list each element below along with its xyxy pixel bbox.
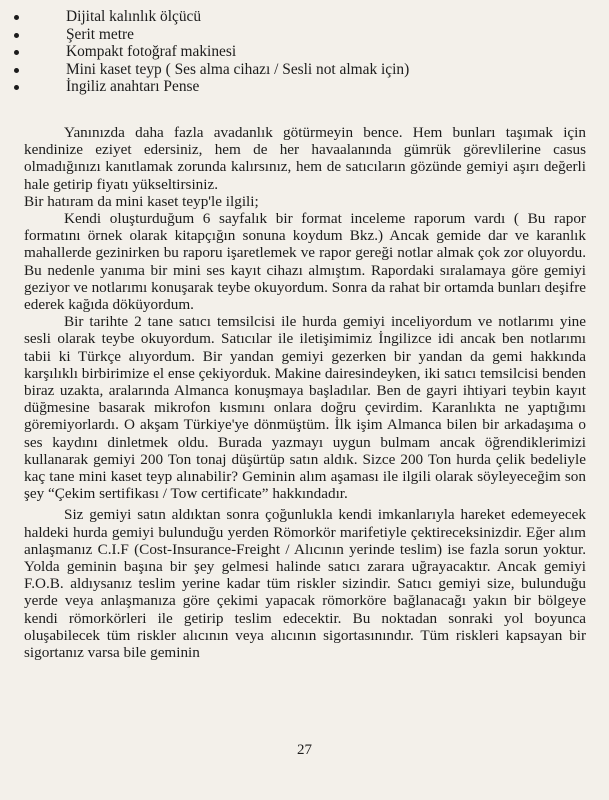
list-item-text: Mini kaset teyp ( Ses alma cihazı / Sesli not almak için) <box>66 60 410 78</box>
list-item-text: Şerit metre <box>66 25 134 43</box>
page-number: 27 <box>297 742 312 758</box>
list-item <box>0 78 609 96</box>
paragraph-satici-temsilcisi: Bir tarihte 2 tane satıcı temsilcisi ile hurda gemiyi inceliyordum ve notlarımı yine sesli olarak teybe okuyordum. Satıcılar ile iletişimimiz İngilizce idi ancak ben notlarımı tabii ki Türkçe alıyordum. Bir yandan gemiyi gezerken bir yandan da gemi hakkında karşılıklı birbirimize el ense çekiyorduk. Makine dairesindeyken, iki satıcı temsilcisi benden biraz uzakta, aralarında Almanca konuşmaya başladılar. Ben de gayri ihtiyari teybin kayıt düğmesine basarak mikrofon kısmını onlara doğru çevirdim. Karanlıkta ne yaptığımı göremiyorlardı. O akşam Türkiye'ye dönmüştüm. İlk işim Almanca bilen bir arkadaşıma o ses kaydını dinletmek oldu. Burada yazmayı uygun bulmam ancak öğrendiklerimizi kullanarak gemiyi 200 Ton tonaj düşürtüp satın aldık. Sizce 200 Ton hurda çelik bedeliyle kaç tane mini kaset teyp alınabilir? Geminin alım aşaması ile ilgili olarak söyleyeceğim son şey “Çekim sertifikası / Tow certificate” hakkındadır. <box>24 313 586 503</box>
bullet-dot-icon <box>14 33 19 38</box>
body-text <box>24 124 586 661</box>
list-item <box>0 43 609 61</box>
bullet-dot-icon <box>14 50 19 55</box>
list-item <box>0 8 609 26</box>
bullet-dot-icon <box>14 15 19 20</box>
list-item <box>0 26 609 44</box>
list-item <box>0 61 609 79</box>
paragraph-cekim-sertifikasi: Siz gemiyi satın aldıktan sonra çoğunlukla kendi imkanlarıyla hareket edemeyecek haldeki hurda gemiyi bulunduğu yerden Römorkör marifetiyle çektireceksinizdir. Eğer alım anlaşmanız C.I.F (Cost-Insurance-Freight / Alıcının yerinde teslim) ise fazla sorun yoktur. Yolda geminin başına bir şey gelmesi halinde satıcı zarara uğrayacaktır. Ancak gemiyi F.O.B. aldıysanız teslim yerine kadar tüm riskler sizindir. Satıcı gemiyi size, bulunduğu yerde veya anlaşmanıza göre çekimi yapacak römorköre bağlanacağı yakın bir bölgeye kendi römorkörleri ile getirip teslim edecektir. Bu noktadan sonraki yol boyunca oluşabilecek tüm riskler alıcının veya alıcının sigortasınındır. Tüm riskleri kapsayan bir sigortanız varsa bile geminin <box>24 506 586 662</box>
list-item-text: İngiliz anahtarı Pense <box>66 78 200 95</box>
bullet-dot-icon <box>14 85 19 90</box>
bullet-dot-icon <box>14 68 19 73</box>
list-item-text: Kompakt fotoğraf makinesi <box>66 43 237 60</box>
list-item-text: Dijital kalınlık ölçücü <box>66 8 202 25</box>
paragraph-rapor-formati: Kendi oluşturduğum 6 sayfalık bir format inceleme raporum vardı ( Bu rapor formatını örnek olarak kitapçığın sonuna koydum Bkz.) Ancak gemide dar ve karanlık mahallerde gezinirken bu raporu işaretlemek ve rapor gereği notlar almak çok zor oluyordu. Bu nedenle yanıma bir mini ses kayıt cihazı almıştım. Rapordaki sıralamaya göre gemiyi geziyor ve notlarımı konuşarak teybe okuyordum. Sonra da rahat bir ortamda bunları deşifre ederek kağıda döküyordum. <box>24 210 586 314</box>
equipment-list <box>0 8 609 96</box>
paragraph-avadanlik: Yanınızda daha fazla avadanlık götürmeyin bence. Hem bunları taşımak için kendinize eziyet edersiniz, hem de her havaalanında gümrük görevlilerine casus olmadığınızı kanıtlamak zorunda kalırsınız, hem de satıcıların gözünde gemiyi aşırı değerli hale getirip fiyatı yükseltirsiniz. <box>24 124 586 193</box>
paragraph-hatira-intro: Bir hatıram da mini kaset teyp'le ilgili; <box>24 192 259 210</box>
